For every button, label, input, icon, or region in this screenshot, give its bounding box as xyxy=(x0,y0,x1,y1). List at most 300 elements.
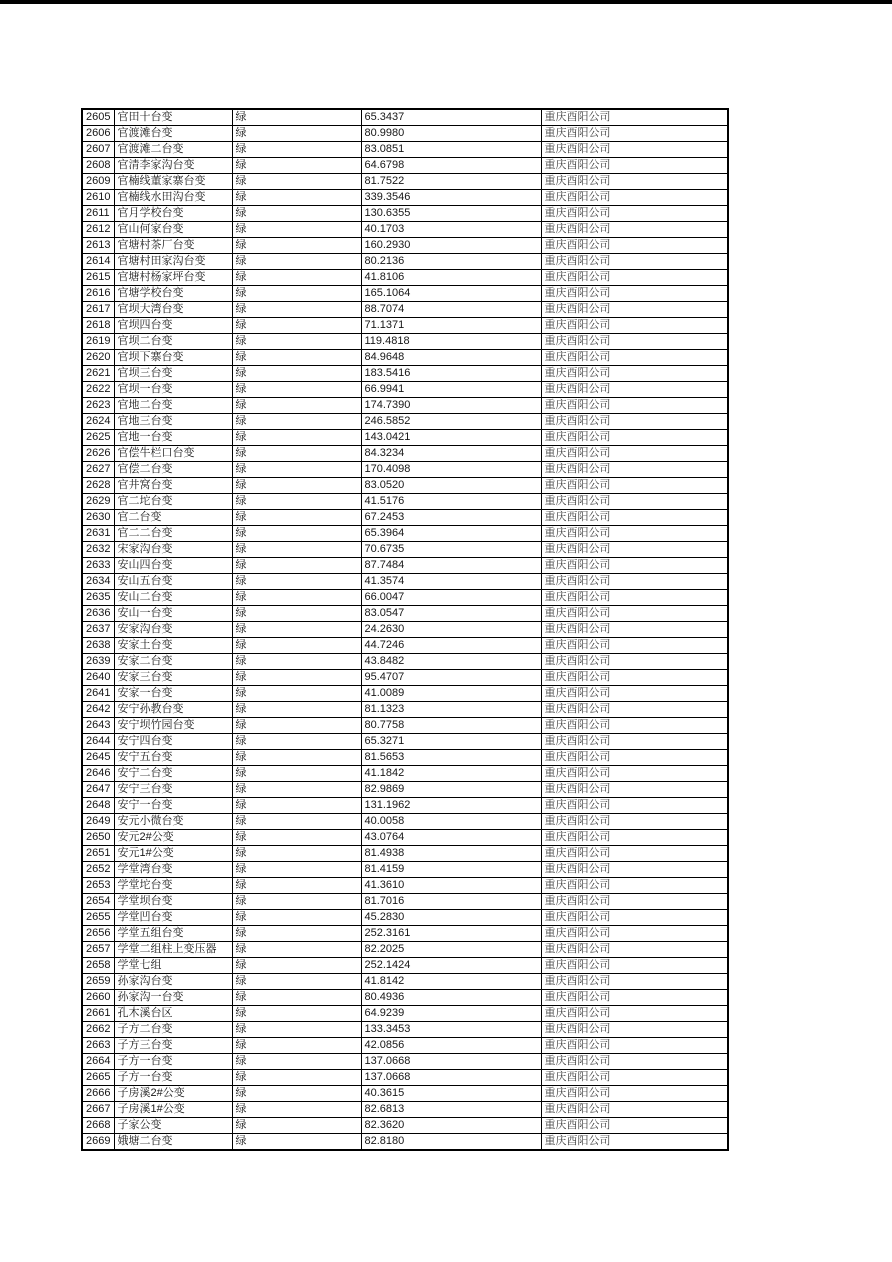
status-cell: 绿 xyxy=(232,798,361,814)
table-row xyxy=(82,862,728,878)
status-cell: 绿 xyxy=(232,109,361,126)
value-cell: 41.8106 xyxy=(361,270,541,286)
table-row xyxy=(82,414,728,430)
value-cell: 67.2453 xyxy=(361,510,541,526)
row-id-cell: 2669 xyxy=(82,1134,114,1151)
table-body xyxy=(82,109,728,1150)
table-row xyxy=(82,878,728,894)
status-cell: 绿 xyxy=(232,910,361,926)
value-cell: 70.6735 xyxy=(361,542,541,558)
company-cell: 重庆酉阳公司 xyxy=(541,238,728,254)
company-cell: 重庆酉阳公司 xyxy=(541,574,728,590)
value-cell: 64.6798 xyxy=(361,158,541,174)
table-row xyxy=(82,1038,728,1054)
company-cell: 重庆酉阳公司 xyxy=(541,398,728,414)
row-id-cell: 2622 xyxy=(82,382,114,398)
status-cell: 绿 xyxy=(232,750,361,766)
company-cell: 重庆酉阳公司 xyxy=(541,894,728,910)
name-cell: 官地二台变 xyxy=(114,398,232,414)
company-cell: 重庆酉阳公司 xyxy=(541,542,728,558)
table-row xyxy=(82,990,728,1006)
company-cell: 重庆酉阳公司 xyxy=(541,478,728,494)
row-id-cell: 2625 xyxy=(82,430,114,446)
name-cell: 官楠线董家寨台变 xyxy=(114,174,232,190)
row-id-cell: 2605 xyxy=(82,109,114,126)
name-cell: 安家土台变 xyxy=(114,638,232,654)
company-cell: 重庆酉阳公司 xyxy=(541,318,728,334)
row-id-cell: 2612 xyxy=(82,222,114,238)
value-cell: 87.7484 xyxy=(361,558,541,574)
company-cell: 重庆酉阳公司 xyxy=(541,1054,728,1070)
row-id-cell: 2652 xyxy=(82,862,114,878)
table-row xyxy=(82,318,728,334)
row-id-cell: 2636 xyxy=(82,606,114,622)
company-cell: 重庆酉阳公司 xyxy=(541,846,728,862)
row-id-cell: 2632 xyxy=(82,542,114,558)
table-row xyxy=(82,558,728,574)
name-cell: 学堂七组 xyxy=(114,958,232,974)
row-id-cell: 2607 xyxy=(82,142,114,158)
value-cell: 40.0058 xyxy=(361,814,541,830)
table-row xyxy=(82,158,728,174)
name-cell: 官地三台变 xyxy=(114,414,232,430)
value-cell: 42.0856 xyxy=(361,1038,541,1054)
value-cell: 43.8482 xyxy=(361,654,541,670)
company-cell: 重庆酉阳公司 xyxy=(541,910,728,926)
row-id-cell: 2657 xyxy=(82,942,114,958)
name-cell: 安山五台变 xyxy=(114,574,232,590)
row-id-cell: 2626 xyxy=(82,446,114,462)
status-cell: 绿 xyxy=(232,622,361,638)
name-cell: 官井窝台变 xyxy=(114,478,232,494)
company-cell: 重庆酉阳公司 xyxy=(541,366,728,382)
company-cell: 重庆酉阳公司 xyxy=(541,942,728,958)
status-cell: 绿 xyxy=(232,334,361,350)
name-cell: 官楠线水田沟台变 xyxy=(114,190,232,206)
value-cell: 170.4098 xyxy=(361,462,541,478)
company-cell: 重庆酉阳公司 xyxy=(541,382,728,398)
table-row xyxy=(82,718,728,734)
row-id-cell: 2646 xyxy=(82,766,114,782)
status-cell: 绿 xyxy=(232,222,361,238)
value-cell: 83.0520 xyxy=(361,478,541,494)
name-cell: 安家三台变 xyxy=(114,670,232,686)
row-id-cell: 2614 xyxy=(82,254,114,270)
name-cell: 官坝四台变 xyxy=(114,318,232,334)
value-cell: 80.4936 xyxy=(361,990,541,1006)
value-cell: 45.2830 xyxy=(361,910,541,926)
name-cell: 安宁四台变 xyxy=(114,734,232,750)
name-cell: 官清李家沟台变 xyxy=(114,158,232,174)
status-cell: 绿 xyxy=(232,1070,361,1086)
company-cell: 重庆酉阳公司 xyxy=(541,1006,728,1022)
table-row xyxy=(82,798,728,814)
table-row xyxy=(82,654,728,670)
company-cell: 重庆酉阳公司 xyxy=(541,1038,728,1054)
status-cell: 绿 xyxy=(232,286,361,302)
table-row xyxy=(82,846,728,862)
value-cell: 83.0547 xyxy=(361,606,541,622)
company-cell: 重庆酉阳公司 xyxy=(541,718,728,734)
status-cell: 绿 xyxy=(232,558,361,574)
company-cell: 重庆酉阳公司 xyxy=(541,494,728,510)
name-cell: 子方一台变 xyxy=(114,1054,232,1070)
row-id-cell: 2656 xyxy=(82,926,114,942)
status-cell: 绿 xyxy=(232,158,361,174)
name-cell: 安家二台变 xyxy=(114,654,232,670)
company-cell: 重庆酉阳公司 xyxy=(541,254,728,270)
company-cell: 重庆酉阳公司 xyxy=(541,974,728,990)
name-cell: 子方二台变 xyxy=(114,1022,232,1038)
status-cell: 绿 xyxy=(232,206,361,222)
row-id-cell: 2624 xyxy=(82,414,114,430)
company-cell: 重庆酉阳公司 xyxy=(541,926,728,942)
name-cell: 子房溪1#公变 xyxy=(114,1102,232,1118)
status-cell: 绿 xyxy=(232,510,361,526)
company-cell: 重庆酉阳公司 xyxy=(541,798,728,814)
name-cell: 孙家沟台变 xyxy=(114,974,232,990)
status-cell: 绿 xyxy=(232,142,361,158)
row-id-cell: 2658 xyxy=(82,958,114,974)
name-cell: 官坝一台变 xyxy=(114,382,232,398)
name-cell: 安山四台变 xyxy=(114,558,232,574)
company-cell: 重庆酉阳公司 xyxy=(541,638,728,654)
company-cell: 重庆酉阳公司 xyxy=(541,462,728,478)
value-cell: 43.0764 xyxy=(361,830,541,846)
status-cell: 绿 xyxy=(232,382,361,398)
company-cell: 重庆酉阳公司 xyxy=(541,446,728,462)
table-row xyxy=(82,1006,728,1022)
name-cell: 官渡滩二台变 xyxy=(114,142,232,158)
company-cell: 重庆酉阳公司 xyxy=(541,222,728,238)
table-row xyxy=(82,462,728,478)
status-cell: 绿 xyxy=(232,654,361,670)
company-cell: 重庆酉阳公司 xyxy=(541,766,728,782)
table-row xyxy=(82,1086,728,1102)
name-cell: 官偿牛栏口台变 xyxy=(114,446,232,462)
value-cell: 82.6813 xyxy=(361,1102,541,1118)
company-cell: 重庆酉阳公司 xyxy=(541,830,728,846)
row-id-cell: 2665 xyxy=(82,1070,114,1086)
company-cell: 重庆酉阳公司 xyxy=(541,109,728,126)
status-cell: 绿 xyxy=(232,430,361,446)
status-cell: 绿 xyxy=(232,1102,361,1118)
row-id-cell: 2660 xyxy=(82,990,114,1006)
status-cell: 绿 xyxy=(232,606,361,622)
company-cell: 重庆酉阳公司 xyxy=(541,158,728,174)
value-cell: 81.5653 xyxy=(361,750,541,766)
value-cell: 165.1064 xyxy=(361,286,541,302)
status-cell: 绿 xyxy=(232,526,361,542)
row-id-cell: 2647 xyxy=(82,782,114,798)
value-cell: 246.5852 xyxy=(361,414,541,430)
row-id-cell: 2611 xyxy=(82,206,114,222)
value-cell: 41.3574 xyxy=(361,574,541,590)
company-cell: 重庆酉阳公司 xyxy=(541,126,728,142)
table-row xyxy=(82,958,728,974)
company-cell: 重庆酉阳公司 xyxy=(541,414,728,430)
value-cell: 252.3161 xyxy=(361,926,541,942)
company-cell: 重庆酉阳公司 xyxy=(541,302,728,318)
row-id-cell: 2633 xyxy=(82,558,114,574)
company-cell: 重庆酉阳公司 xyxy=(541,878,728,894)
name-cell: 官塘村杨家坪台变 xyxy=(114,270,232,286)
name-cell: 子方三台变 xyxy=(114,1038,232,1054)
table-row xyxy=(82,830,728,846)
name-cell: 安家沟台变 xyxy=(114,622,232,638)
status-cell: 绿 xyxy=(232,254,361,270)
company-cell: 重庆酉阳公司 xyxy=(541,782,728,798)
status-cell: 绿 xyxy=(232,318,361,334)
row-id-cell: 2664 xyxy=(82,1054,114,1070)
value-cell: 137.0668 xyxy=(361,1070,541,1086)
status-cell: 绿 xyxy=(232,366,361,382)
table-row xyxy=(82,350,728,366)
name-cell: 孙家沟一台变 xyxy=(114,990,232,1006)
table-row xyxy=(82,478,728,494)
substation-table xyxy=(81,108,729,1151)
row-id-cell: 2650 xyxy=(82,830,114,846)
name-cell: 子方一台变 xyxy=(114,1070,232,1086)
table-row xyxy=(82,1134,728,1151)
company-cell: 重庆酉阳公司 xyxy=(541,862,728,878)
row-id-cell: 2609 xyxy=(82,174,114,190)
value-cell: 143.0421 xyxy=(361,430,541,446)
top-black-bar xyxy=(0,0,892,4)
status-cell: 绿 xyxy=(232,574,361,590)
company-cell: 重庆酉阳公司 xyxy=(541,1086,728,1102)
value-cell: 41.1842 xyxy=(361,766,541,782)
value-cell: 80.7758 xyxy=(361,718,541,734)
status-cell: 绿 xyxy=(232,702,361,718)
name-cell: 子房溪2#公变 xyxy=(114,1086,232,1102)
status-cell: 绿 xyxy=(232,974,361,990)
value-cell: 183.5416 xyxy=(361,366,541,382)
name-cell: 安宁三台变 xyxy=(114,782,232,798)
name-cell: 安宁孙教台变 xyxy=(114,702,232,718)
name-cell: 学堂坝台变 xyxy=(114,894,232,910)
company-cell: 重庆酉阳公司 xyxy=(541,750,728,766)
row-id-cell: 2608 xyxy=(82,158,114,174)
value-cell: 83.0851 xyxy=(361,142,541,158)
table-row xyxy=(82,1070,728,1086)
status-cell: 绿 xyxy=(232,990,361,1006)
value-cell: 81.7016 xyxy=(361,894,541,910)
row-id-cell: 2655 xyxy=(82,910,114,926)
value-cell: 44.7246 xyxy=(361,638,541,654)
row-id-cell: 2667 xyxy=(82,1102,114,1118)
status-cell: 绿 xyxy=(232,190,361,206)
row-id-cell: 2644 xyxy=(82,734,114,750)
row-id-cell: 2618 xyxy=(82,318,114,334)
name-cell: 宋家沟台变 xyxy=(114,542,232,558)
status-cell: 绿 xyxy=(232,398,361,414)
value-cell: 84.9648 xyxy=(361,350,541,366)
row-id-cell: 2638 xyxy=(82,638,114,654)
row-id-cell: 2651 xyxy=(82,846,114,862)
company-cell: 重庆酉阳公司 xyxy=(541,142,728,158)
name-cell: 官坝大湾台变 xyxy=(114,302,232,318)
table-row xyxy=(82,430,728,446)
company-cell: 重庆酉阳公司 xyxy=(541,590,728,606)
table-row xyxy=(82,574,728,590)
row-id-cell: 2606 xyxy=(82,126,114,142)
value-cell: 160.2930 xyxy=(361,238,541,254)
row-id-cell: 2653 xyxy=(82,878,114,894)
name-cell: 娥塘二台变 xyxy=(114,1134,232,1151)
status-cell: 绿 xyxy=(232,446,361,462)
value-cell: 81.1323 xyxy=(361,702,541,718)
name-cell: 安元1#公变 xyxy=(114,846,232,862)
value-cell: 80.9980 xyxy=(361,126,541,142)
table-row xyxy=(82,398,728,414)
company-cell: 重庆酉阳公司 xyxy=(541,558,728,574)
table-row xyxy=(82,734,728,750)
table-row xyxy=(82,910,728,926)
value-cell: 40.1703 xyxy=(361,222,541,238)
value-cell: 65.3437 xyxy=(361,109,541,126)
row-id-cell: 2640 xyxy=(82,670,114,686)
table-row xyxy=(82,302,728,318)
company-cell: 重庆酉阳公司 xyxy=(541,526,728,542)
row-id-cell: 2621 xyxy=(82,366,114,382)
company-cell: 重庆酉阳公司 xyxy=(541,1022,728,1038)
name-cell: 安元2#公变 xyxy=(114,830,232,846)
table-row xyxy=(82,942,728,958)
row-id-cell: 2629 xyxy=(82,494,114,510)
value-cell: 66.9941 xyxy=(361,382,541,398)
table-row xyxy=(82,366,728,382)
table-row xyxy=(82,510,728,526)
name-cell: 学堂湾台变 xyxy=(114,862,232,878)
name-cell: 官渡滩台变 xyxy=(114,126,232,142)
status-cell: 绿 xyxy=(232,1134,361,1151)
status-cell: 绿 xyxy=(232,766,361,782)
status-cell: 绿 xyxy=(232,926,361,942)
name-cell: 学堂凹台变 xyxy=(114,910,232,926)
table-row xyxy=(82,894,728,910)
company-cell: 重庆酉阳公司 xyxy=(541,670,728,686)
name-cell: 官塘村田家沟台变 xyxy=(114,254,232,270)
value-cell: 41.3610 xyxy=(361,878,541,894)
status-cell: 绿 xyxy=(232,1054,361,1070)
table-row xyxy=(82,206,728,222)
table-row xyxy=(82,1022,728,1038)
status-cell: 绿 xyxy=(232,542,361,558)
table-row xyxy=(82,109,728,126)
row-id-cell: 2631 xyxy=(82,526,114,542)
status-cell: 绿 xyxy=(232,638,361,654)
value-cell: 41.0089 xyxy=(361,686,541,702)
table-row xyxy=(82,750,728,766)
status-cell: 绿 xyxy=(232,718,361,734)
table-row xyxy=(82,1102,728,1118)
company-cell: 重庆酉阳公司 xyxy=(541,270,728,286)
name-cell: 安宁二台变 xyxy=(114,766,232,782)
value-cell: 82.9869 xyxy=(361,782,541,798)
value-cell: 133.3453 xyxy=(361,1022,541,1038)
row-id-cell: 2663 xyxy=(82,1038,114,1054)
value-cell: 137.0668 xyxy=(361,1054,541,1070)
name-cell: 官山何家台变 xyxy=(114,222,232,238)
company-cell: 重庆酉阳公司 xyxy=(541,1118,728,1134)
status-cell: 绿 xyxy=(232,734,361,750)
status-cell: 绿 xyxy=(232,590,361,606)
value-cell: 84.3234 xyxy=(361,446,541,462)
name-cell: 官田十台变 xyxy=(114,109,232,126)
table-row xyxy=(82,782,728,798)
row-id-cell: 2649 xyxy=(82,814,114,830)
table-row xyxy=(82,270,728,286)
name-cell: 官月学校台变 xyxy=(114,206,232,222)
status-cell: 绿 xyxy=(232,670,361,686)
company-cell: 重庆酉阳公司 xyxy=(541,702,728,718)
row-id-cell: 2620 xyxy=(82,350,114,366)
company-cell: 重庆酉阳公司 xyxy=(541,814,728,830)
name-cell: 官塘学校台变 xyxy=(114,286,232,302)
table-row xyxy=(82,142,728,158)
table-row xyxy=(82,334,728,350)
table-row xyxy=(82,446,728,462)
status-cell: 绿 xyxy=(232,1038,361,1054)
company-cell: 重庆酉阳公司 xyxy=(541,206,728,222)
table-row xyxy=(82,1054,728,1070)
value-cell: 82.2025 xyxy=(361,942,541,958)
table-row xyxy=(82,238,728,254)
name-cell: 安山一台变 xyxy=(114,606,232,622)
value-cell: 80.2136 xyxy=(361,254,541,270)
name-cell: 安宁五台变 xyxy=(114,750,232,766)
row-id-cell: 2666 xyxy=(82,1086,114,1102)
value-cell: 66.0047 xyxy=(361,590,541,606)
table-row xyxy=(82,1118,728,1134)
company-cell: 重庆酉阳公司 xyxy=(541,654,728,670)
row-id-cell: 2637 xyxy=(82,622,114,638)
row-id-cell: 2613 xyxy=(82,238,114,254)
name-cell: 学堂坨台变 xyxy=(114,878,232,894)
value-cell: 95.4707 xyxy=(361,670,541,686)
company-cell: 重庆酉阳公司 xyxy=(541,686,728,702)
row-id-cell: 2630 xyxy=(82,510,114,526)
value-cell: 88.7074 xyxy=(361,302,541,318)
status-cell: 绿 xyxy=(232,942,361,958)
table-row xyxy=(82,766,728,782)
value-cell: 82.3620 xyxy=(361,1118,541,1134)
row-id-cell: 2616 xyxy=(82,286,114,302)
row-id-cell: 2648 xyxy=(82,798,114,814)
status-cell: 绿 xyxy=(232,1118,361,1134)
company-cell: 重庆酉阳公司 xyxy=(541,1134,728,1151)
company-cell: 重庆酉阳公司 xyxy=(541,286,728,302)
value-cell: 81.4159 xyxy=(361,862,541,878)
row-id-cell: 2643 xyxy=(82,718,114,734)
name-cell: 官塘村茶厂台变 xyxy=(114,238,232,254)
value-cell: 119.4818 xyxy=(361,334,541,350)
name-cell: 安元小微台变 xyxy=(114,814,232,830)
value-cell: 174.7390 xyxy=(361,398,541,414)
value-cell: 41.8142 xyxy=(361,974,541,990)
company-cell: 重庆酉阳公司 xyxy=(541,1070,728,1086)
status-cell: 绿 xyxy=(232,478,361,494)
company-cell: 重庆酉阳公司 xyxy=(541,430,728,446)
value-cell: 24.2630 xyxy=(361,622,541,638)
value-cell: 252.1424 xyxy=(361,958,541,974)
table-row xyxy=(82,702,728,718)
row-id-cell: 2645 xyxy=(82,750,114,766)
company-cell: 重庆酉阳公司 xyxy=(541,350,728,366)
table-row xyxy=(82,542,728,558)
name-cell: 安宁坝竹园台变 xyxy=(114,718,232,734)
